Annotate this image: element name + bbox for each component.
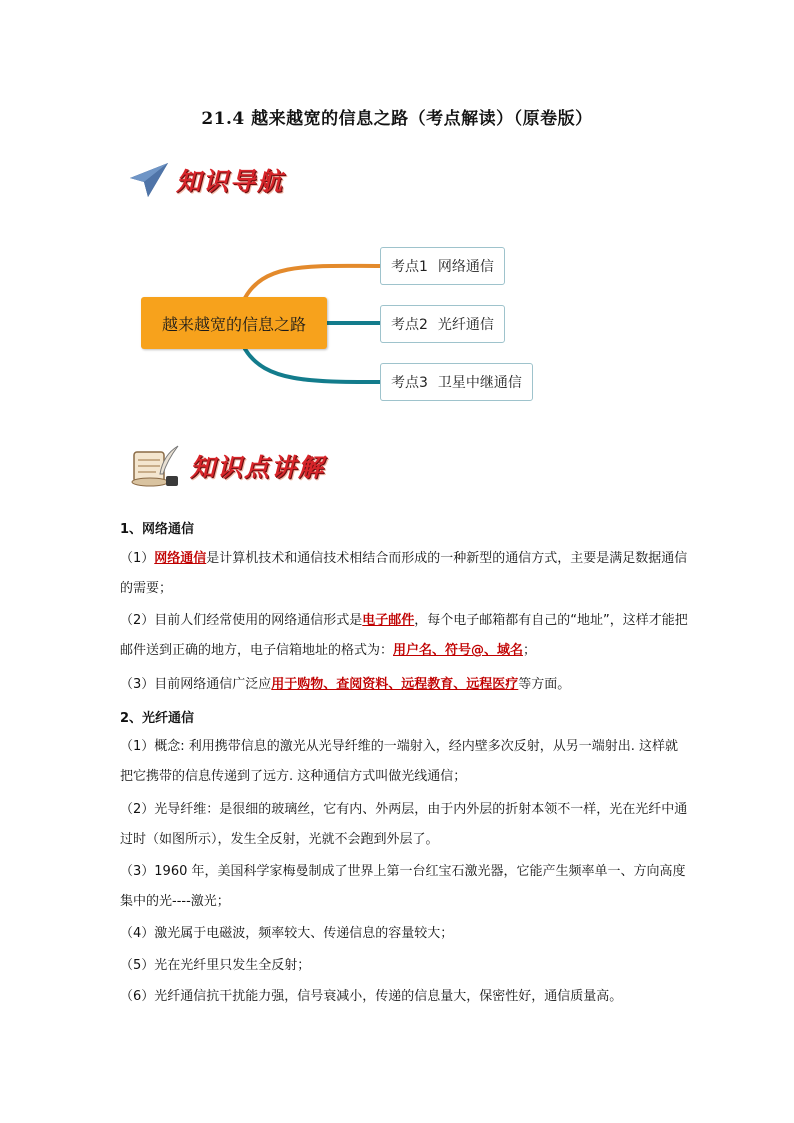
branch-1 [245,266,380,298]
keyword: 用户名、符号@、域名 [393,643,524,658]
text: 是计算机技术和通信技术相结合而形成的一种新型的通信方式，主要是满足数据通信的需要； [120,551,688,596]
page-title: 21.4 越来越宽的信息之路（考点解读）（原卷版） [201,109,593,129]
leaf-number: 考点1 [391,259,428,275]
keyword: 用于购物、查阅资料、远程教育、远程医疗 [271,677,519,692]
text: 等方面。 [518,677,571,692]
section2-paragraph-6: （6）光纤通信抗干扰能力强，信号衰减小，传递的信息量大，保密性好，通信质量高。 [120,989,623,1004]
leaf-label: 光纤通信 [437,317,494,333]
leaf-label: 网络通信 [437,259,494,275]
knowledge-nav-title: 知识导航 [176,167,285,196]
section2-heading: 2、光纤通信 [120,711,195,726]
section2-paragraph-5: （5）光在光纤里只发生全反射； [120,958,311,973]
keyword: 网络通信 [154,551,207,566]
mindmap-leaf-1 [380,247,505,285]
leaf-label: 卫星中继通信 [437,375,522,391]
mindmap-center-node: 越来越宽的信息之路 [141,297,327,349]
section1-paragraph-3 [120,670,690,700]
mindmap-branches [0,0,794,420]
section2-paragraph-1: （1）概念: 利用携带信息的激光从光导纤维的一端射入，经内壁多次反射，从另一端射出. 这样就把它携带的信息传递到了远方. 这种通信方式叫做光线通信； [120,739,679,784]
text: ，每个电子邮箱都有自己的“地址”，这样才能把邮件送到正确的地方，电子信箱地址的格式为： [120,613,688,658]
text: ； [523,643,537,658]
leaf-number: 考点2 [391,317,428,333]
scroll-quill-icon [128,442,184,490]
section2-paragraph-2: （2）光导纤维：是很细的玻璃丝，它有内、外两层，由于内外层的折射本领不一样，光在光纤中通过时（如图所示），发生全反射，光就不会跑到外层了。 [120,802,688,847]
section2-paragraph-3: （3）1960 年，美国科学家梅曼制成了世界上第一台红宝石激光器，它能产生频率单一、方向高度集中的光----激光； [120,864,686,909]
leaf-number: 考点3 [391,375,428,391]
text: （3）目前网络通信广泛应 [120,677,272,692]
section1-paragraph-1 [120,544,690,604]
section2-paragraph-4: （4）激光属于电磁波，频率较大、传递信息的容量较大； [120,926,454,941]
text: （2）目前人们经常使用的网络通信形式是 [120,613,363,628]
section1-paragraph-2 [120,606,690,666]
knowledge-points-banner [128,444,325,488]
section1-heading: 1、网络通信 [120,522,195,537]
knowledge-points-title: 知识点讲解 [190,453,326,482]
mindmap-leaf-2 [380,305,505,343]
mindmap-leaf-3 [380,363,533,401]
branch-3 [245,349,380,382]
keyword: 电子邮件 [362,613,415,628]
text: （1） [120,551,155,566]
